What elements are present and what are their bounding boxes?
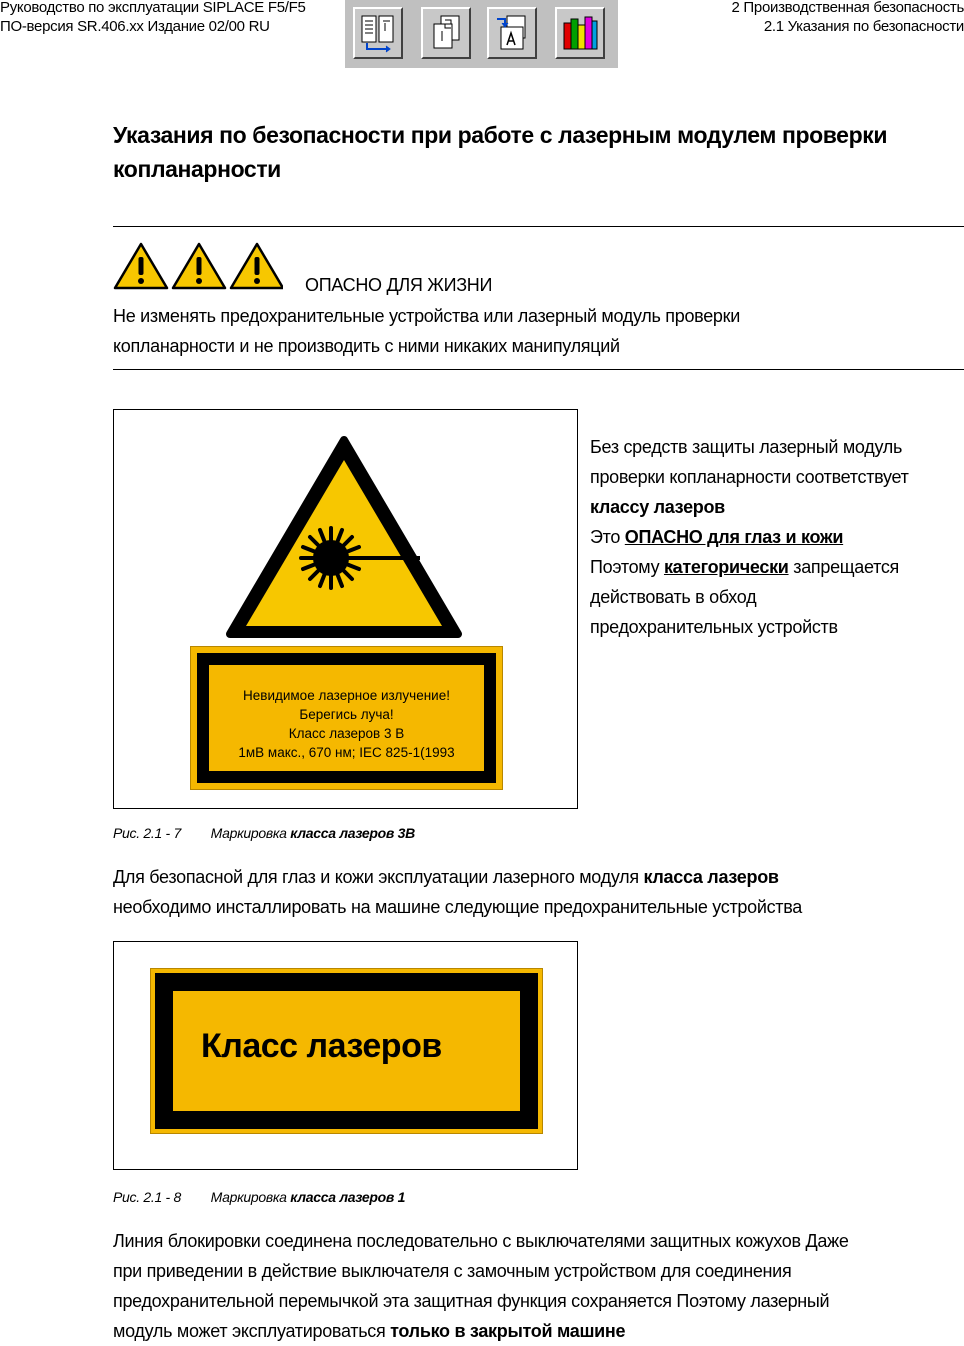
warning-triangle-icon: [231, 244, 283, 288]
header-section: 2.1 Указания по безопасности: [763, 18, 964, 35]
divider-top: [113, 226, 964, 227]
caption-1-number: Рис. 2.1 - 7: [113, 825, 181, 841]
danger-label: ОПАСНО ДЛЯ ЖИЗНИ: [305, 275, 493, 295]
side-line-6: действовать в обход: [590, 587, 757, 607]
laser-class-3b-label: [190, 646, 503, 790]
caption-2-text: Маркировка: [210, 1189, 291, 1205]
laser-label-line-4: 1мВ макс., 670 нм; IEC 825-1(1993: [238, 745, 455, 760]
side-line-5: [590, 552, 909, 582]
paragraph-1: [113, 862, 802, 922]
side-line-3: классу лазеров: [590, 497, 725, 517]
danger-icons: [113, 242, 283, 295]
figure-1-caption: [113, 825, 415, 841]
laser-warning-triangle-icon: [224, 434, 464, 644]
side-line-4-emphasis: ОПАСНО для глаз и кожи: [624, 527, 844, 547]
danger-text-line-2: копланарности и не производить с ними никаких манипуляций: [113, 336, 620, 356]
pages-icon: [427, 13, 465, 53]
caption-2-number: Рис. 2.1 - 8: [113, 1189, 181, 1205]
laser-class-1-label: [150, 968, 543, 1134]
contents-icon: [359, 13, 397, 53]
side-line-4: [590, 522, 909, 552]
laser-class-1-text: Класс лазеров: [201, 1027, 442, 1065]
side-line-7: предохранительных устройств: [590, 617, 838, 637]
danger-text-line-1: Не изменять предохранительные устройства или лазерный модуль проверки: [113, 306, 740, 326]
side-line-5-suffix: запрещается: [788, 557, 900, 577]
paragraph-2-line-1: Линия блокировки соединена последовательно с выключателями защитных кожухов Даже: [113, 1231, 849, 1251]
library-books-icon: [561, 13, 599, 53]
paragraph-2: [113, 1226, 849, 1346]
paragraph-2-line-3: предохранительной перемычкой эта защитная функция сохраняется Поэтому лазерный: [113, 1291, 830, 1311]
laser-label-line-1: Невидимое лазерное излучение!: [243, 688, 450, 703]
search-button[interactable]: [487, 7, 537, 59]
laser-label-line-3: Класс лазеров 3 В: [288, 726, 405, 741]
search-index-icon: [493, 13, 531, 53]
title-line-2: копланарности: [113, 156, 281, 182]
pages-button[interactable]: [421, 7, 471, 59]
paragraph-1-line-1: [113, 862, 802, 892]
navigation-toolbar: [345, 0, 618, 68]
figure-laser-class-1: [113, 941, 578, 1170]
library-button[interactable]: [555, 7, 605, 59]
page-title: [113, 118, 958, 186]
header-chapter: 2 Производственная безопасность: [731, 0, 964, 16]
header-version: ПО-версия SR.406.xx Издание 02/00 RU: [0, 18, 270, 35]
paragraph-1-line-1-text: Для безопасной для глаз и кожи эксплуатации лазерного модуля: [113, 867, 644, 887]
title-line-1: Указания по безопасности при работе с лазерным модулем проверки: [113, 122, 888, 148]
figure-laser-class-3b: [113, 409, 578, 809]
side-line-5-prefix: Поэтому: [590, 557, 664, 577]
side-line-4-prefix: Это: [590, 527, 625, 547]
side-line-2: проверки копланарности соответствует: [590, 467, 909, 487]
warning-triangle-icon: [115, 244, 167, 288]
paragraph-2-line-2: при приведении в действие выключателя с замочным устройством для соединения: [113, 1261, 792, 1281]
paragraph-2-line-4-bold: только в закрытой машине: [390, 1321, 626, 1341]
header-manual-title: Руководство по эксплуатации SIPLACE F5/F5: [0, 0, 306, 16]
caption-1-bold: класса лазеров 3B: [290, 825, 415, 841]
contents-button[interactable]: [353, 7, 403, 59]
paragraph-1-line-2: необходимо инсталлировать на машине следующие предохранительные устройства: [113, 897, 803, 917]
laser-label-line-2: Берегись луча!: [299, 707, 394, 722]
side-line-1: Без средств защиты лазерный модуль: [590, 437, 903, 457]
paragraph-2-line-4-text: модуль может эксплуатироваться: [113, 1321, 391, 1341]
warning-triangle-icon: [173, 244, 225, 288]
paragraph-1-line-1-bold: класса лазеров: [643, 867, 779, 887]
caption-1-text: Маркировка: [210, 825, 291, 841]
side-line-5-emphasis: категорически: [663, 557, 789, 577]
laser-label-text: [191, 686, 502, 762]
side-note: [590, 432, 909, 642]
caption-2-bold: класса лазеров 1: [290, 1189, 406, 1205]
divider-bottom: [113, 369, 964, 370]
figure-2-caption: [113, 1189, 405, 1205]
